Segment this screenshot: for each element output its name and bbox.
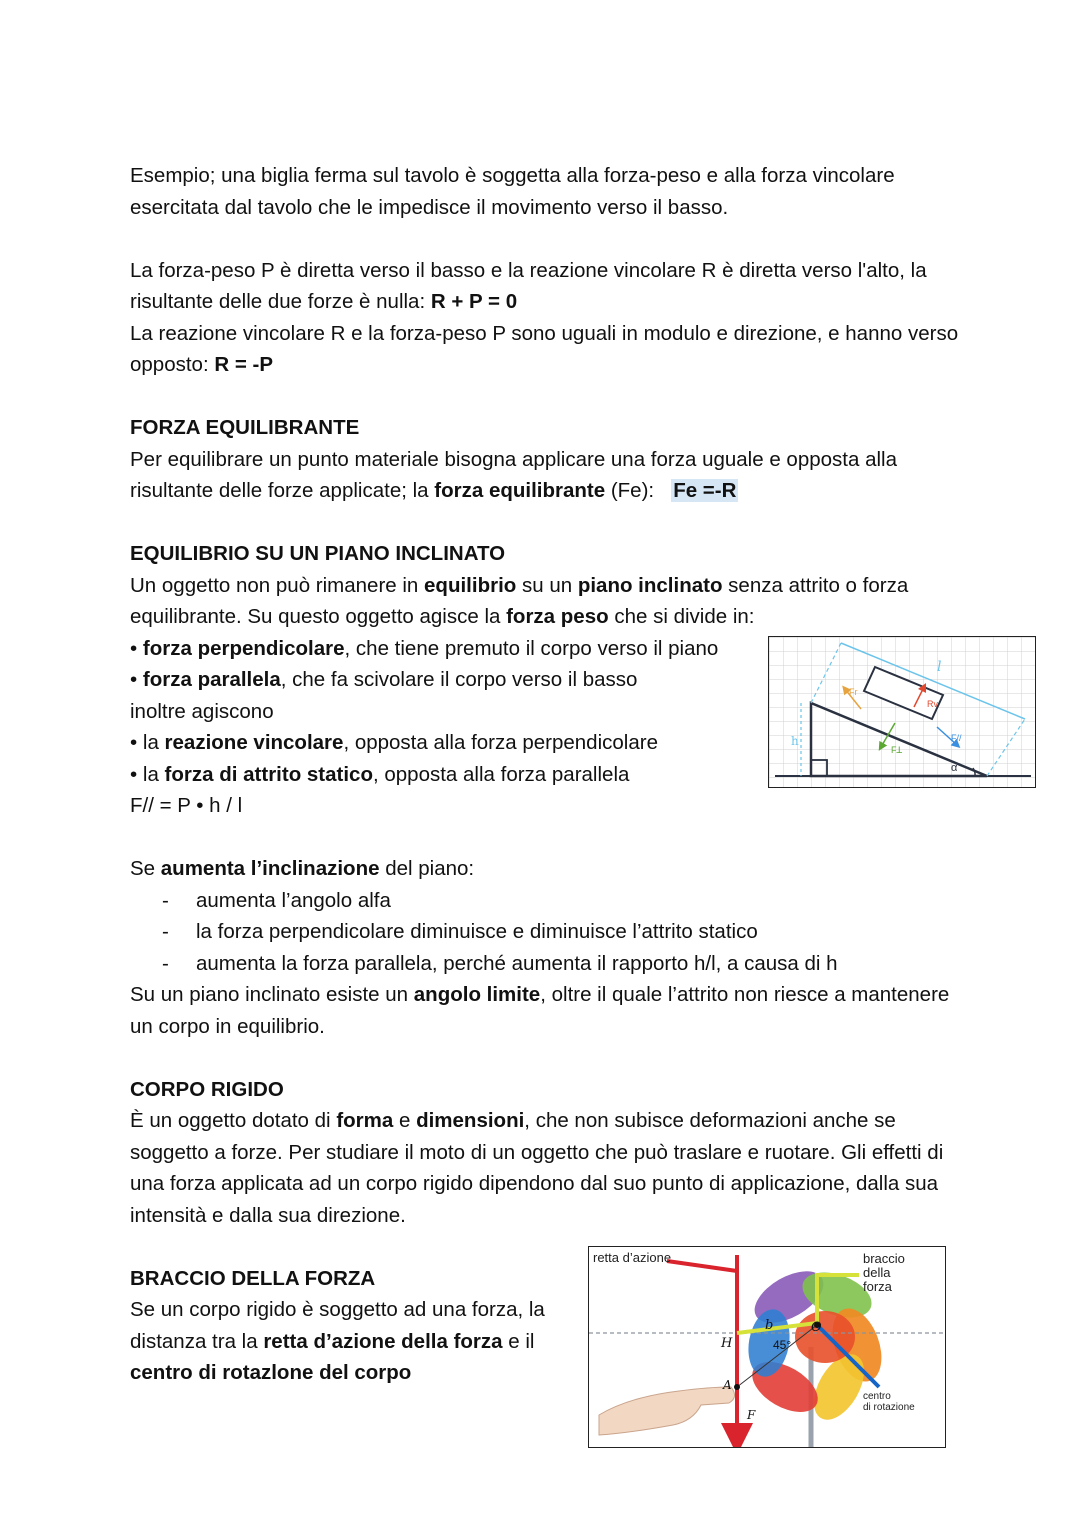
rigido-heading: CORPO RIGIDO bbox=[130, 1077, 284, 1101]
inclined-plane-svg bbox=[769, 637, 1035, 787]
piano-text-d: piano inclinato bbox=[577, 573, 723, 597]
equilibrante-text1: Per equilibrare un punto materiale bisogna applicare una forza uguale e opposta alla risultante delle forze applicate; la bbox=[130, 447, 897, 502]
braccio-label-1: braccio bbox=[863, 1251, 905, 1266]
equilibrante-formula: Fe =-R bbox=[673, 479, 737, 502]
rigido-paragraph bbox=[130, 1105, 960, 1231]
bullet: • bbox=[130, 668, 138, 691]
opposite-paragraph bbox=[130, 318, 960, 381]
bullet3-bold: reazione vincolare bbox=[164, 731, 344, 754]
lever-arm-figure bbox=[588, 1246, 946, 1448]
list-item: - la forza perpendicolare diminuisce e diminuisce l’attrito statico bbox=[130, 916, 960, 948]
braccio-label-3: forza bbox=[863, 1279, 892, 1294]
line-of-action-pointer bbox=[667, 1261, 737, 1271]
friction-label: Fr bbox=[849, 687, 858, 697]
bullet: • bbox=[130, 731, 138, 754]
f-label: F bbox=[747, 1408, 756, 1422]
braccio-t2: retta d’azione della forza bbox=[263, 1329, 503, 1353]
se-b: aumenta l’inclinazione bbox=[160, 857, 380, 880]
braccio-paragraph bbox=[130, 1294, 570, 1389]
inclined-plane-figure bbox=[768, 636, 1036, 788]
resultant-text: La forza-peso P è diretta verso il basso e la reazione vincolare R è diretta verso l'alto, la risultante delle due forze è nulla: bbox=[130, 258, 927, 313]
braccio-t1: Se un corpo rigido è soggetto ad una forza, la distanza tra la bbox=[130, 1298, 545, 1353]
piano-intro bbox=[130, 570, 960, 633]
braccio-label-2: della bbox=[863, 1265, 891, 1280]
alpha-label: α bbox=[951, 762, 958, 774]
hand-pointer bbox=[599, 1387, 735, 1435]
retta-label: retta d’azione bbox=[593, 1250, 672, 1265]
piano-heading: EQUILIBRIO SU UN PIANO INCLINATO bbox=[130, 542, 506, 565]
angle-label: 45° bbox=[773, 1338, 792, 1352]
piano-text-c: su un bbox=[516, 573, 578, 597]
centro-label-1: centro bbox=[863, 1391, 891, 1402]
bullet1-rest: , che tiene premuto il corpo verso il piano bbox=[344, 636, 719, 660]
braccio-block bbox=[130, 1263, 570, 1389]
bullet1-bold: forza perpendicolare bbox=[142, 636, 345, 660]
inoltre-text: inoltre agiscono bbox=[130, 699, 274, 723]
braccio-t3: e il bbox=[502, 1329, 535, 1353]
rigido-t5: , che non subisce deformazioni anche se soggetto a forze. Per studiare il moto di un oggetto che può traslare e ruotare. Gli effetti di una forza applicata ad un corpo rigido dipendono dal suo punto di applicazione, dalla sua intensità e dalla sua direzione. bbox=[130, 1109, 944, 1227]
rigido-t4: dimensioni bbox=[416, 1109, 525, 1132]
equilibrante-paragraph bbox=[130, 444, 960, 507]
list-item: - aumenta la forza parallela, perché aumenta il rapporto h/l, a causa di h bbox=[130, 948, 960, 980]
reaction-label: Rv bbox=[927, 699, 938, 709]
o-label: O bbox=[811, 1320, 822, 1335]
effects-list bbox=[130, 885, 960, 980]
bullet4-pre: la bbox=[142, 762, 165, 786]
lever-arm-svg bbox=[589, 1247, 945, 1447]
se-c: del piano: bbox=[379, 857, 475, 880]
rigido-t3: e bbox=[393, 1109, 417, 1132]
equilibrante-heading: FORZA EQUILIBRANTE bbox=[130, 416, 360, 439]
a-label: A bbox=[723, 1378, 732, 1392]
bullet4-bold: forza di attrito statico bbox=[164, 762, 373, 786]
rigido-t1: È un oggetto dotato di bbox=[130, 1109, 337, 1132]
centro-label-2: di rotazione bbox=[863, 1402, 915, 1413]
equilibrante-bold: forza equilibrante bbox=[434, 479, 606, 502]
height-label: h bbox=[791, 734, 799, 748]
rigido-t2: forma bbox=[336, 1109, 394, 1132]
piano-text-e: senza attrito o forza equilibrante. Su questo oggetto agisce la bbox=[130, 573, 909, 628]
lim-a: Su un piano inclinato esiste un bbox=[130, 983, 414, 1006]
bullet2-rest: , che fa scivolare il corpo verso il basso bbox=[280, 668, 638, 691]
braccio-t4: centro di rotazlone del corpo bbox=[130, 1361, 412, 1384]
bullet: • bbox=[130, 762, 138, 786]
bullet: • bbox=[130, 636, 138, 660]
limit-angle-paragraph bbox=[130, 979, 960, 1042]
braccio-heading: BRACCIO DELLA FORZA bbox=[130, 1266, 376, 1290]
bullet3-pre: la bbox=[142, 731, 165, 754]
example-paragraph: Esempio; una biglia ferma sul tavolo è soggetta alla forza-peso e alla forza vincolare esercitata dal tavolo che le impedisce il movimento verso il basso. bbox=[130, 164, 895, 219]
b-label: b bbox=[765, 1318, 774, 1333]
equilibrante-text2: (Fe): bbox=[605, 479, 672, 502]
inclination-paragraph bbox=[130, 853, 960, 885]
resultant-formula: R + P = 0 bbox=[430, 290, 518, 313]
bullet4-rest: , opposta alla forza parallela bbox=[372, 762, 630, 786]
opposite-formula: R = -P bbox=[214, 353, 274, 376]
length-label: l bbox=[937, 659, 942, 675]
opposite-text: La reazione vincolare R e la forza-peso P sono uguali in modulo e direzione, e hanno verso opposto: bbox=[130, 321, 959, 376]
parallel-force-label: F// bbox=[951, 733, 962, 743]
h-label: H bbox=[721, 1336, 733, 1351]
lim-c: , oltre il quale l’attrito non riesce a mantenere un corpo in equilibrio. bbox=[130, 983, 950, 1038]
resultant-paragraph bbox=[130, 255, 960, 318]
perpendicular-force-label: Fꓕ bbox=[891, 745, 902, 755]
piano-text-f: forza peso bbox=[506, 605, 609, 628]
se-a: Se bbox=[130, 857, 161, 880]
bullet3-rest: , opposta alla forza perpendicolare bbox=[343, 731, 658, 754]
list-item: - aumenta l’angolo alfa bbox=[130, 885, 960, 917]
bullet2-bold: forza parallela bbox=[142, 668, 281, 691]
piano-text-b: equilibrio bbox=[424, 573, 517, 597]
parallel-force-formula: F// = P • h / l bbox=[130, 794, 243, 817]
piano-text-g: che si divide in: bbox=[608, 605, 755, 628]
piano-text-a: Un oggetto non può rimanere in bbox=[130, 573, 425, 597]
application-point-dot bbox=[734, 1384, 740, 1390]
lim-b: angolo limite bbox=[413, 983, 541, 1006]
